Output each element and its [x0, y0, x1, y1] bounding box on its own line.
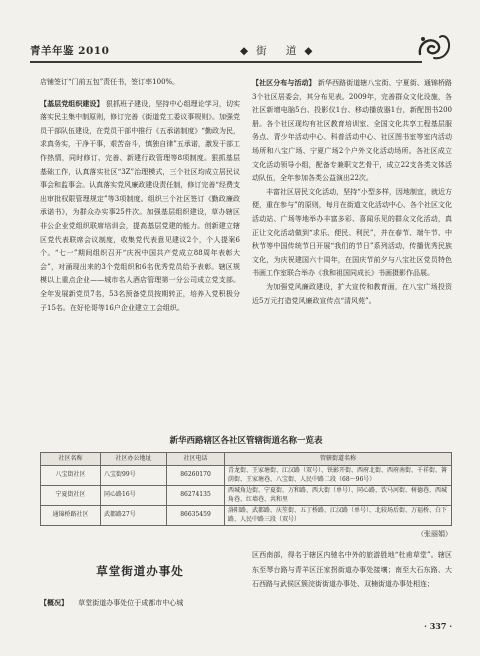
table-cell: 西城角边街、宁夏街、万和路、西大街（单号）、同心路、饮马河街、树德巷、西城角巷、红墙巷、共和里 — [225, 486, 452, 506]
right-column — [252, 76, 452, 308]
table-cell: 86260170 — [167, 466, 225, 486]
page-number: · 337 · — [424, 621, 452, 631]
table-cell: 通锦桥路社区 — [41, 506, 101, 526]
left-column — [40, 76, 240, 315]
page-header — [30, 28, 454, 68]
header-rule — [30, 61, 422, 63]
table-cell: 八宝街99号 — [101, 466, 167, 486]
party-building-heading: 【基层党组织建设】 — [40, 98, 104, 108]
community-table-section — [40, 434, 452, 526]
author-credit: （张丽娟） — [417, 530, 452, 538]
section-title: 草堂街道办事处 — [96, 564, 184, 578]
party-building-text: 狠抓班子建设，坚持中心组理论学习，切实落实民主集中制原则，修订完善《街道党工委议事规则》。加强党员干部队伍建设，在党员干部中推行《五承诺制度》“勤政为民，求真务实，干净干事，艰苦奋斗，慎独自律”五承诺，激发干部工作热情，同时修订、完善、新建行政管理等8项制度。狠抓基层基础工作，认真落实社区“3Z”治理模式，三个社区均成立居民议事会和监事会。认真落实党风廉政建设责任制，修订完善“经费支出审批权限管理规定”等3项制度。组织三个社区签订《勤政廉政承诺书》，为群众办实事25件次。加强基层组织建设，草办辖区非公企业党组织联席培训会，提高基层党建的能力。创新建立辖区党代表联席会议制度，收集党代表意见建议2个，个人提案6个。“七一”期间组织召开“庆祝中国共产党成立88周年表彰大会”，对涌现出来的3个党组织和6名优秀党员给予表彰。辖区规模以上重点企业——城市名人酒店管理第一分公司成立党支部。全年发展新党员7名，53名预备党员按期转正，培养入党积极分子15名。在好伦哥等16户企业建立工会组织。 — [40, 99, 241, 312]
community-table — [40, 452, 452, 526]
table-header: 管辖街道名称 — [225, 453, 452, 466]
community-text-1: 新华西路街道辖八宝街、宁夏街、通锦桥路3个社区居委会，其分布见表。2009年，完善群众文化设施，各社区新增电脑5台、投影仪1台、移动播放器1台，新配图书200册。各个社区现均有社区教育培训室、全国文化共享工程基层服务点、青少年活动中心、科普活动中心、社区图书室等室内活动场所和八宝广场、宁夏广场2个户外文化活动场所。各社区成立文化活动领导小组，配备专兼职文艺骨干，成立22支各类文体活动队伍，全年参加各类公益演出22次。 — [252, 79, 453, 183]
table-row — [41, 466, 452, 486]
table-cell: 青龙街、王家塘街、江汉路（双号）、铁影开街、西府北街、西府南街、千祥街、箐荫街、王家塘巷、八宝街、人民中路二段（68～96号） — [225, 466, 452, 486]
overview-paragraph — [40, 596, 240, 611]
table-cell: 武都路27号 — [101, 506, 167, 526]
table-title: 新华西路辖区各社区管辖街道名称一览表 — [169, 436, 323, 446]
table-cell: 同心路16号 — [101, 486, 167, 506]
table-header-row — [41, 453, 452, 466]
section-name: ◆街 道◆ — [240, 45, 321, 57]
table-row — [41, 486, 452, 506]
bottom-right-text: 区西南部，得名于辖区内驰名中外的旅游胜地“杜甫草堂”。辖区东至琴台路与青羊区汪家拐街道办事处接壤；南至大石东路、大石西路与武侯区簇浣街街道办事处、双楠街道办事处相连； — [252, 551, 452, 588]
party-building-paragraph — [40, 97, 240, 316]
table-row — [41, 506, 452, 526]
table-cell: 八宝街社区 — [41, 466, 101, 486]
community-text-2: 丰富社区居民文化活动，坚持“小型多样，因地制宜，就近方便，重在参与”的原则，每月在街道文化活动中心、各个社区文化活动站、广场等地举办丰富多彩、喜闻乐见的群众文化活动，真正让文化活动做到“求乐、便民、利民”，并在春节、端午节、中秋节等中国传统节日开展“我们的节日”系列活动，传播优秀民族文化，为庆祝建国六十周年，在国庆节前夕与八宝社区党员特色书画工作室联合举办《我和祖国同成长》书画摄影作品展。 — [252, 187, 452, 278]
table-cell: 洛阳路、武都路、庆笙街、五丁桥路、江汉路（单号）、北较场后街、万福桥、白下路、人民中路三段（双号） — [225, 506, 452, 526]
table-header: 社区电话 — [167, 453, 225, 466]
overview-text: 草堂街道办事处位于成都市中心城 — [78, 599, 184, 607]
table-cell: 86635459 — [167, 506, 225, 526]
overview-heading: 【概况】 — [40, 598, 68, 607]
left-intro-text: 店铺签订“门前五包”责任书，签订率100%。 — [40, 78, 180, 86]
community-heading: 【社区分布与活动】 — [252, 78, 316, 87]
community-paragraph — [252, 76, 452, 186]
yearbook-title: 青羊年鉴 2010 — [30, 45, 110, 57]
swirl-logo-icon — [414, 30, 454, 64]
table-header: 社区名称 — [41, 453, 101, 466]
community-text-3: 为加强党风廉政建设，扩大宣传和教育面，在八宝广场投资近5万元打造党风廉政宣传点“清风苑”。 — [252, 282, 452, 305]
table-cell: 86274135 — [167, 486, 225, 506]
table-cell: 宁夏街社区 — [41, 486, 101, 506]
table-header: 社区办公地址 — [101, 453, 167, 466]
